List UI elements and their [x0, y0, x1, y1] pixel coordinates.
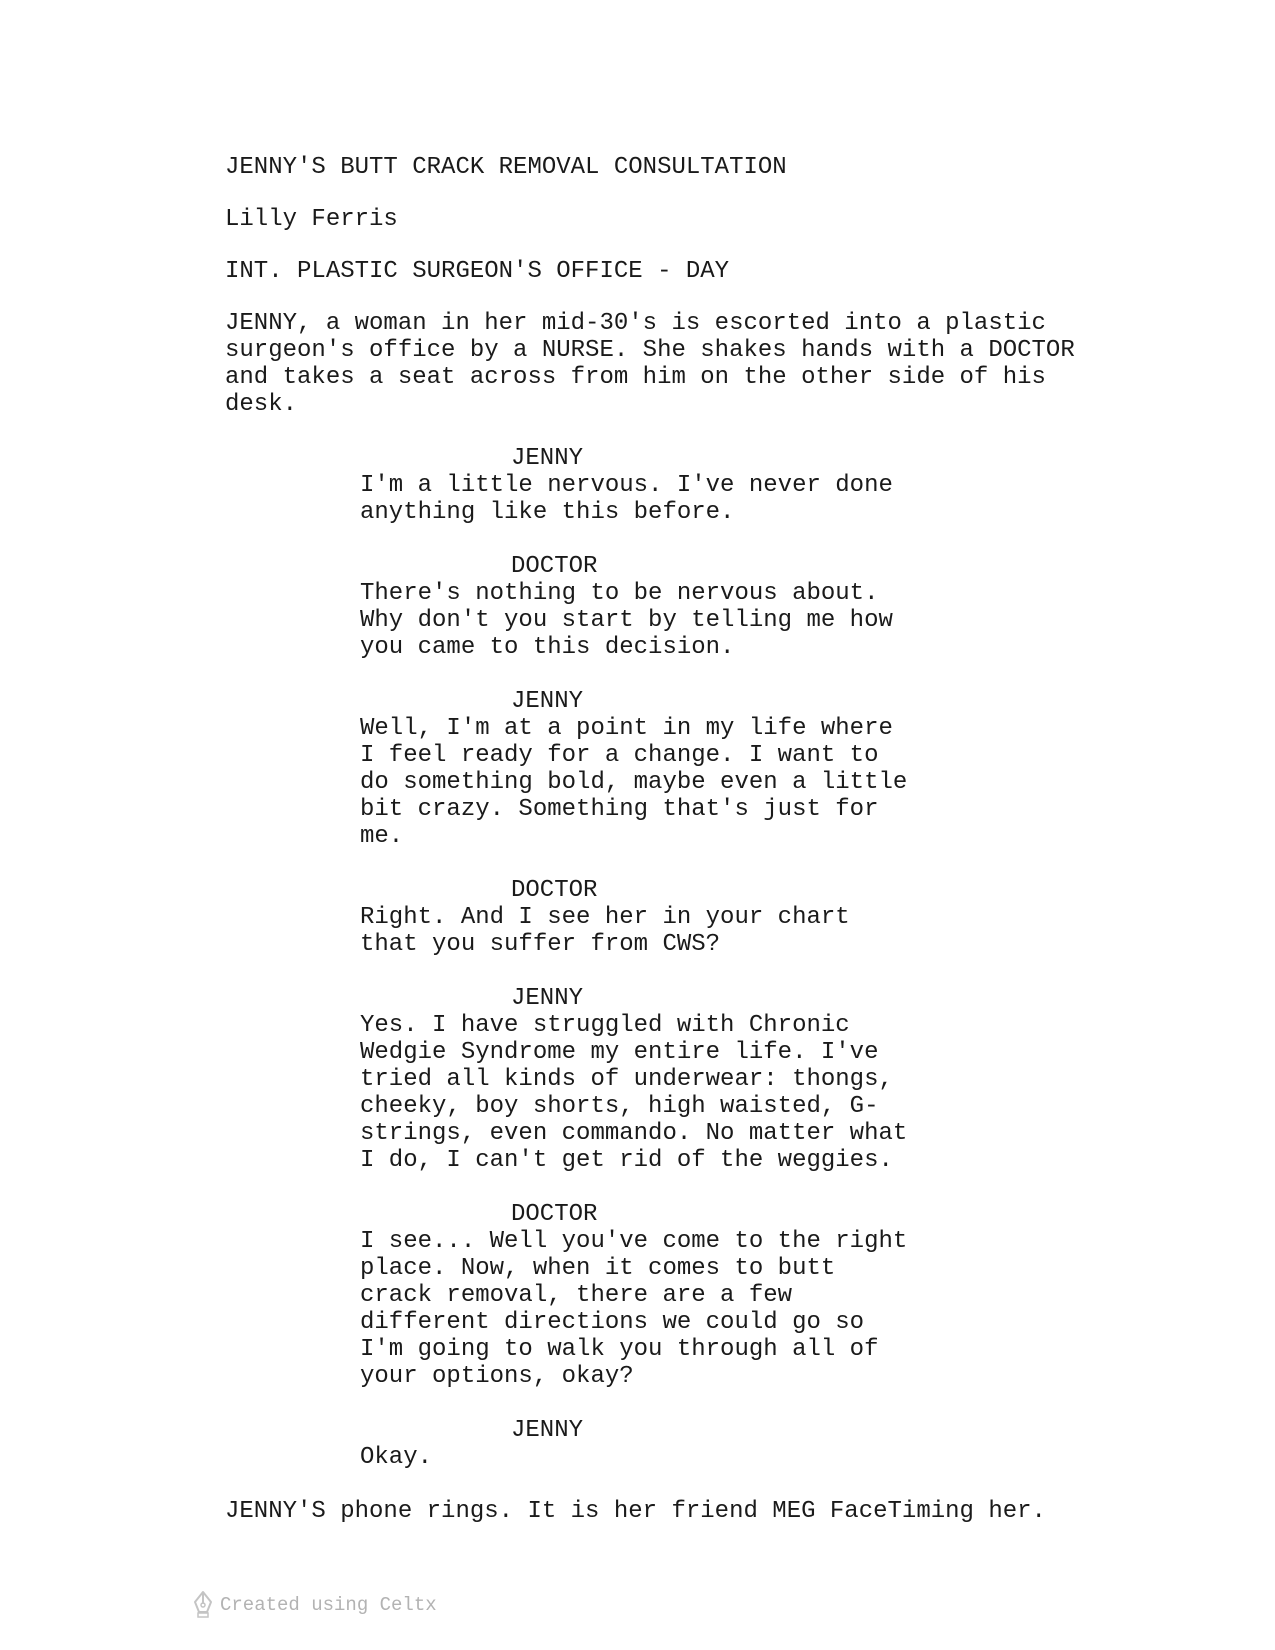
dialogue-line: Why don't you start by telling me how — [360, 607, 893, 634]
dialogue-line: Right. And I see her in your chart — [360, 904, 850, 931]
dialogue-line: you came to this decision. — [360, 634, 735, 661]
dialogue-line: place. Now, when it comes to butt — [360, 1255, 836, 1282]
action-line: JENNY'S phone rings. It is her friend MEG FaceTiming her. — [225, 1498, 1046, 1525]
script-title: JENNY'S BUTT CRACK REMOVAL CONSULTATION — [225, 154, 787, 181]
dialogue-line: cheeky, boy shorts, high waisted, G- — [360, 1093, 879, 1120]
character-name: JENNY — [511, 985, 584, 1012]
dialogue-line: tried all kinds of underwear: thongs, — [360, 1066, 893, 1093]
dialogue-line: bit crazy. Something that's just for — [360, 796, 879, 823]
action-line: surgeon's office by a NURSE. She shakes hands with a DOCTOR — [225, 337, 1075, 364]
dialogue-line: Yes. I have struggled with Chronic — [360, 1012, 850, 1039]
character-name: DOCTOR — [511, 553, 598, 580]
character-name: DOCTOR — [511, 877, 598, 904]
dialogue-line: There's nothing to be nervous about. — [360, 580, 879, 607]
script-author: Lilly Ferris — [225, 206, 398, 233]
dialogue-line: I'm a little nervous. I've never done — [360, 472, 893, 499]
character-name: JENNY — [511, 445, 584, 472]
footer-text: Created using Celtx — [220, 1594, 437, 1616]
fountain-pen-icon — [192, 1590, 214, 1620]
celtx-footer — [192, 1590, 437, 1620]
character-name: DOCTOR — [511, 1201, 598, 1228]
character-name: JENNY — [511, 688, 584, 715]
dialogue-line: that you suffer from CWS? — [360, 931, 721, 958]
dialogue-line: I do, I can't get rid of the weggies. — [360, 1147, 893, 1174]
dialogue-line: crack removal, there are a few — [360, 1282, 793, 1309]
dialogue-line: I see... Well you've come to the right — [360, 1228, 908, 1255]
dialogue-line: I'm going to walk you through all of — [360, 1336, 879, 1363]
dialogue-line: do something bold, maybe even a little — [360, 769, 908, 796]
dialogue-line: strings, even commando. No matter what — [360, 1120, 908, 1147]
character-name: JENNY — [511, 1417, 584, 1444]
dialogue-line: anything like this before. — [360, 499, 735, 526]
dialogue-line: me. — [360, 823, 404, 850]
dialogue-line: your options, okay? — [360, 1363, 634, 1390]
scene-heading: INT. PLASTIC SURGEON'S OFFICE - DAY — [225, 258, 730, 285]
dialogue-line: Okay. — [360, 1444, 433, 1471]
dialogue-line: Wedgie Syndrome my entire life. I've — [360, 1039, 879, 1066]
dialogue-line: different directions we could go so — [360, 1309, 865, 1336]
action-line: and takes a seat across from him on the other side of his — [225, 364, 1046, 391]
action-line: desk. — [225, 391, 298, 418]
dialogue-line: Well, I'm at a point in my life where — [360, 715, 893, 742]
action-line: JENNY, a woman in her mid-30's is escorted into a plastic — [225, 310, 1046, 337]
dialogue-line: I feel ready for a change. I want to — [360, 742, 879, 769]
